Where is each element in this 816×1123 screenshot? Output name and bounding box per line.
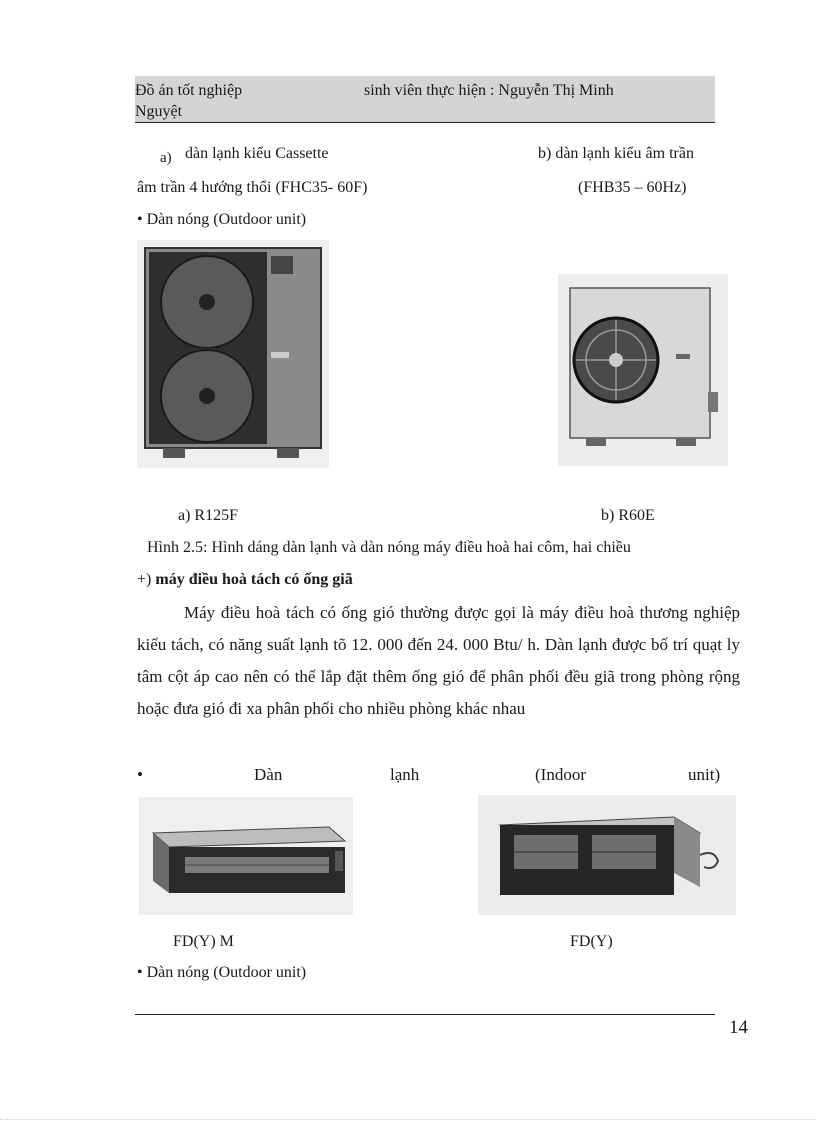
header-second-line: Nguyệt: [135, 103, 183, 120]
caption-fdy: FD(Y): [570, 933, 613, 950]
section-heading-text: máy điều hoà tách có ống giã: [155, 571, 353, 588]
indoor-word-3: (Indoor: [535, 765, 586, 784]
indoor-bullet: •: [137, 765, 143, 784]
indoor-word-2: lạnh: [390, 765, 420, 784]
caption-a-marker: a): [160, 150, 172, 166]
indoor-unit-heading: [137, 764, 737, 786]
page-number: 14: [729, 1017, 748, 1038]
caption-r125f: a) R125F: [178, 507, 238, 524]
section-heading-prefix: +): [137, 571, 156, 588]
caption-fdym: FD(Y) M: [173, 933, 234, 950]
caption-a-line2: âm trần 4 hướng thổi (FHC35- 60F): [137, 179, 368, 196]
indoor-word-1: Dàn: [254, 765, 283, 784]
photo-indoor-fdy: [478, 795, 736, 915]
photo-outdoor-r60e: [558, 274, 728, 466]
outdoor-unit-heading-2: • Dàn nóng (Outdoor unit): [137, 964, 307, 981]
page-header: [135, 76, 715, 123]
footer-rule: [135, 1014, 715, 1015]
photo-outdoor-r125f: [137, 240, 329, 468]
caption-b-line1: b) dàn lạnh kiểu âm trần: [538, 145, 694, 162]
indoor-word-4: unit): [688, 765, 721, 784]
section-heading: [137, 570, 353, 590]
caption-r60e: b) R60E: [601, 507, 655, 524]
bottom-dotted-border: [0, 1119, 816, 1120]
photo-indoor-fdym: [139, 797, 353, 915]
figure-caption: Hình 2.5: Hình dáng dàn lạnh và dàn nóng máy điều hoà hai côm, hai chiều: [147, 539, 631, 556]
caption-b-line2: (FHB35 – 60Hz): [578, 179, 687, 196]
body-paragraph: Máy điều hoà tách có ống gió thường được gọi là máy điều hoà thương nghiệp kiểu tách, có năng suất lạnh tõ 12. 000 đến 24. 000 Btu/ h. Dàn lạnh được bố trí quạt ly tâm cột áp cao nên có thể lắp đặt thêm ống gió để phân phối đều giã trong phòng rộng hoặc đưa gió đi xa phân phối cho nhiều phòng khác nhau: [137, 603, 740, 718]
header-left: Đồ án tốt nghiệp: [135, 82, 243, 99]
caption-a-line1: dàn lạnh kiểu Cassette: [185, 145, 329, 162]
header-right: sinh viên thực hiện : Nguyễn Thị Minh: [364, 82, 614, 99]
outdoor-unit-heading: • Dàn nóng (Outdoor unit): [137, 211, 307, 228]
